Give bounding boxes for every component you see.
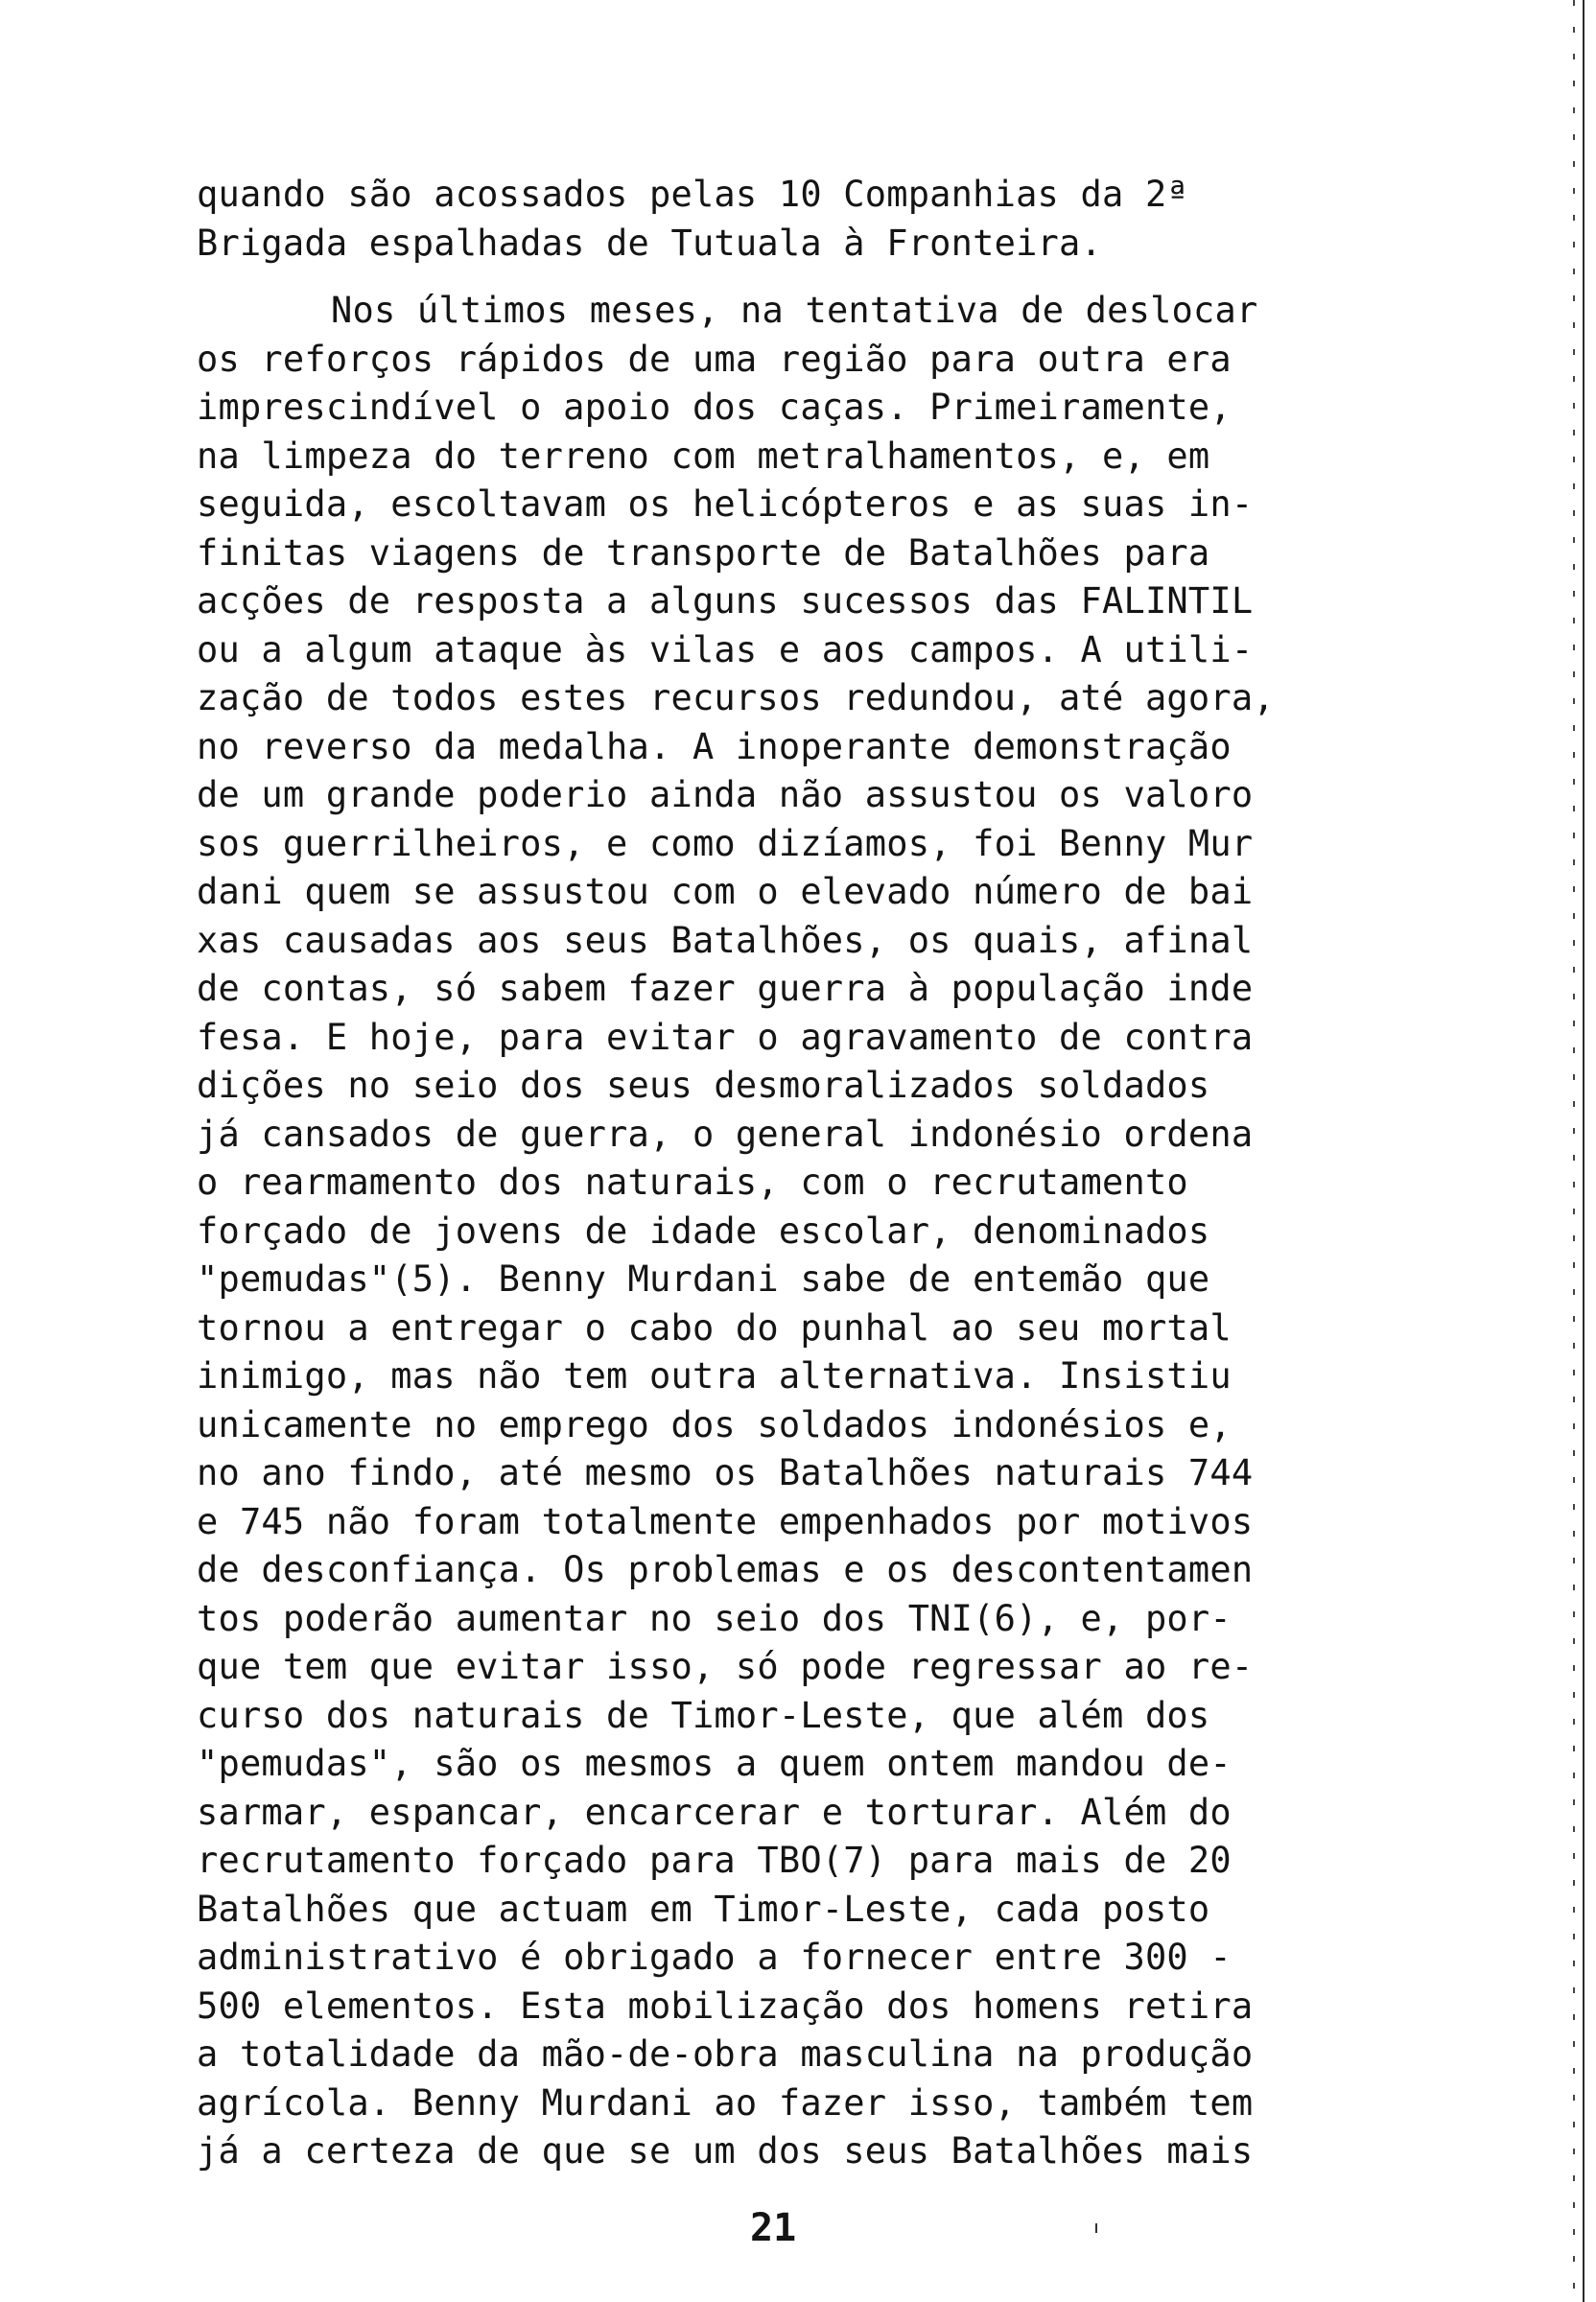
text-line: de desconfiança. Os problemas e os descontentamen: [197, 1549, 1254, 1590]
text-line: o rearmamento dos naturais, com o recrutamento: [197, 1162, 1188, 1203]
text-line: dani quem se assustou com o elevado número de bai: [197, 871, 1254, 912]
text-line: Nos últimos meses, na tentativa de deslocar: [331, 290, 1258, 331]
text-line: 500 elementos. Esta mobilização dos homens retira: [197, 1985, 1254, 2027]
page-edge-line: [1583, 0, 1584, 2302]
paragraph-gap: [197, 268, 1443, 287]
text-line: xas causadas aos seus Batalhões, os quais, afinal: [197, 919, 1254, 961]
text-line: de contas, só sabem fazer guerra à população inde: [197, 968, 1254, 1009]
text-line: forçado de jovens de idade escolar, denominados: [197, 1210, 1210, 1252]
text-line: tornou a entregar o cabo do punhal ao seu mortal: [197, 1306, 1232, 1349]
text-line: unicamente no emprego dos soldados indonésios e,: [197, 1403, 1232, 1445]
page-number: 21: [750, 2206, 797, 2250]
text-line: imprescindível o apoio dos caças. Primeiramente,: [197, 387, 1232, 428]
text-line: recrutamento forçado para TBO(7) para mais de 20: [197, 1840, 1232, 1881]
text-line: tos poderão aumentar no seio dos TNI(6), e, por-: [197, 1597, 1232, 1639]
scan-speck: [1095, 2223, 1097, 2233]
text-line: Batalhões que actuam em Timor-Leste, cada posto: [197, 1888, 1210, 1930]
text-line: dições no seio dos seus desmoralizados soldados: [197, 1065, 1210, 1106]
text-line: no ano findo, até mesmo os Batalhões naturais 744: [197, 1452, 1254, 1493]
text-line: já cansados de guerra, o general indonésio ordena: [197, 1113, 1254, 1155]
text-line: curso dos naturais de Timor-Leste, que além dos: [197, 1694, 1210, 1736]
text-line: sos guerrilheiros, e como dizíamos, foi Benny Mur: [197, 822, 1254, 864]
text-line: sarmar, espancar, encarcerar e torturar. Além do: [197, 1791, 1232, 1833]
paragraph-1: [197, 171, 1443, 268]
text-line: administrativo é obrigado a fornecer entre 300 -: [197, 1937, 1232, 1978]
text-line: seguida, escoltavam os helicópteros e as suas in-: [197, 483, 1254, 525]
text-line: ou a algum ataque às vilas e aos campos. A utili-: [197, 628, 1254, 670]
text-line: fesa. E hoje, para evitar o agravamento de contra: [197, 1016, 1254, 1058]
text-line: acções de resposta a alguns sucessos das FALINTIL: [197, 580, 1254, 622]
page-edge-dashes: [1573, 0, 1575, 2302]
text-line: e 745 não foram totalmente empenhados por motivos: [197, 1500, 1254, 1542]
text-line: "pemudas", são os mesmos a quem ontem mandou de-: [197, 1743, 1232, 1784]
body-text: [197, 171, 1443, 2176]
text-line: quando são acossados pelas 10 Companhias da 2ª: [197, 174, 1188, 215]
text-line: já a certeza de que se um dos seus Batalhões mais: [197, 2130, 1254, 2172]
text-line: Brigada espalhadas de Tutuala à Fronteira.: [197, 222, 1102, 264]
text-line: a totalidade da mão-de-obra masculina na produção: [197, 2033, 1254, 2075]
text-line: no reverso da medalha. A inoperante demonstração: [197, 725, 1232, 767]
text-line: zação de todos estes recursos redundou, até agora,: [197, 677, 1275, 718]
text-line: de um grande poderio ainda não assustou os valoro: [197, 774, 1254, 815]
text-line: que tem que evitar isso, só pode regressar ao re-: [197, 1646, 1254, 1687]
text-line: os reforços rápidos de uma região para outra era: [197, 338, 1232, 380]
text-line: "pemudas"(5). Benny Murdani sabe de entemão que: [197, 1258, 1210, 1300]
text-line: na limpeza do terreno com metralhamentos, e, em: [197, 435, 1210, 477]
text-line: finitas viagens de transporte de Batalhões para: [197, 531, 1210, 574]
text-line: inimigo, mas não tem outra alternativa. Insistiu: [197, 1355, 1232, 1397]
paragraph-2: [197, 287, 1443, 2176]
text-line: agrícola. Benny Murdani ao fazer isso, também tem: [197, 2081, 1254, 2124]
